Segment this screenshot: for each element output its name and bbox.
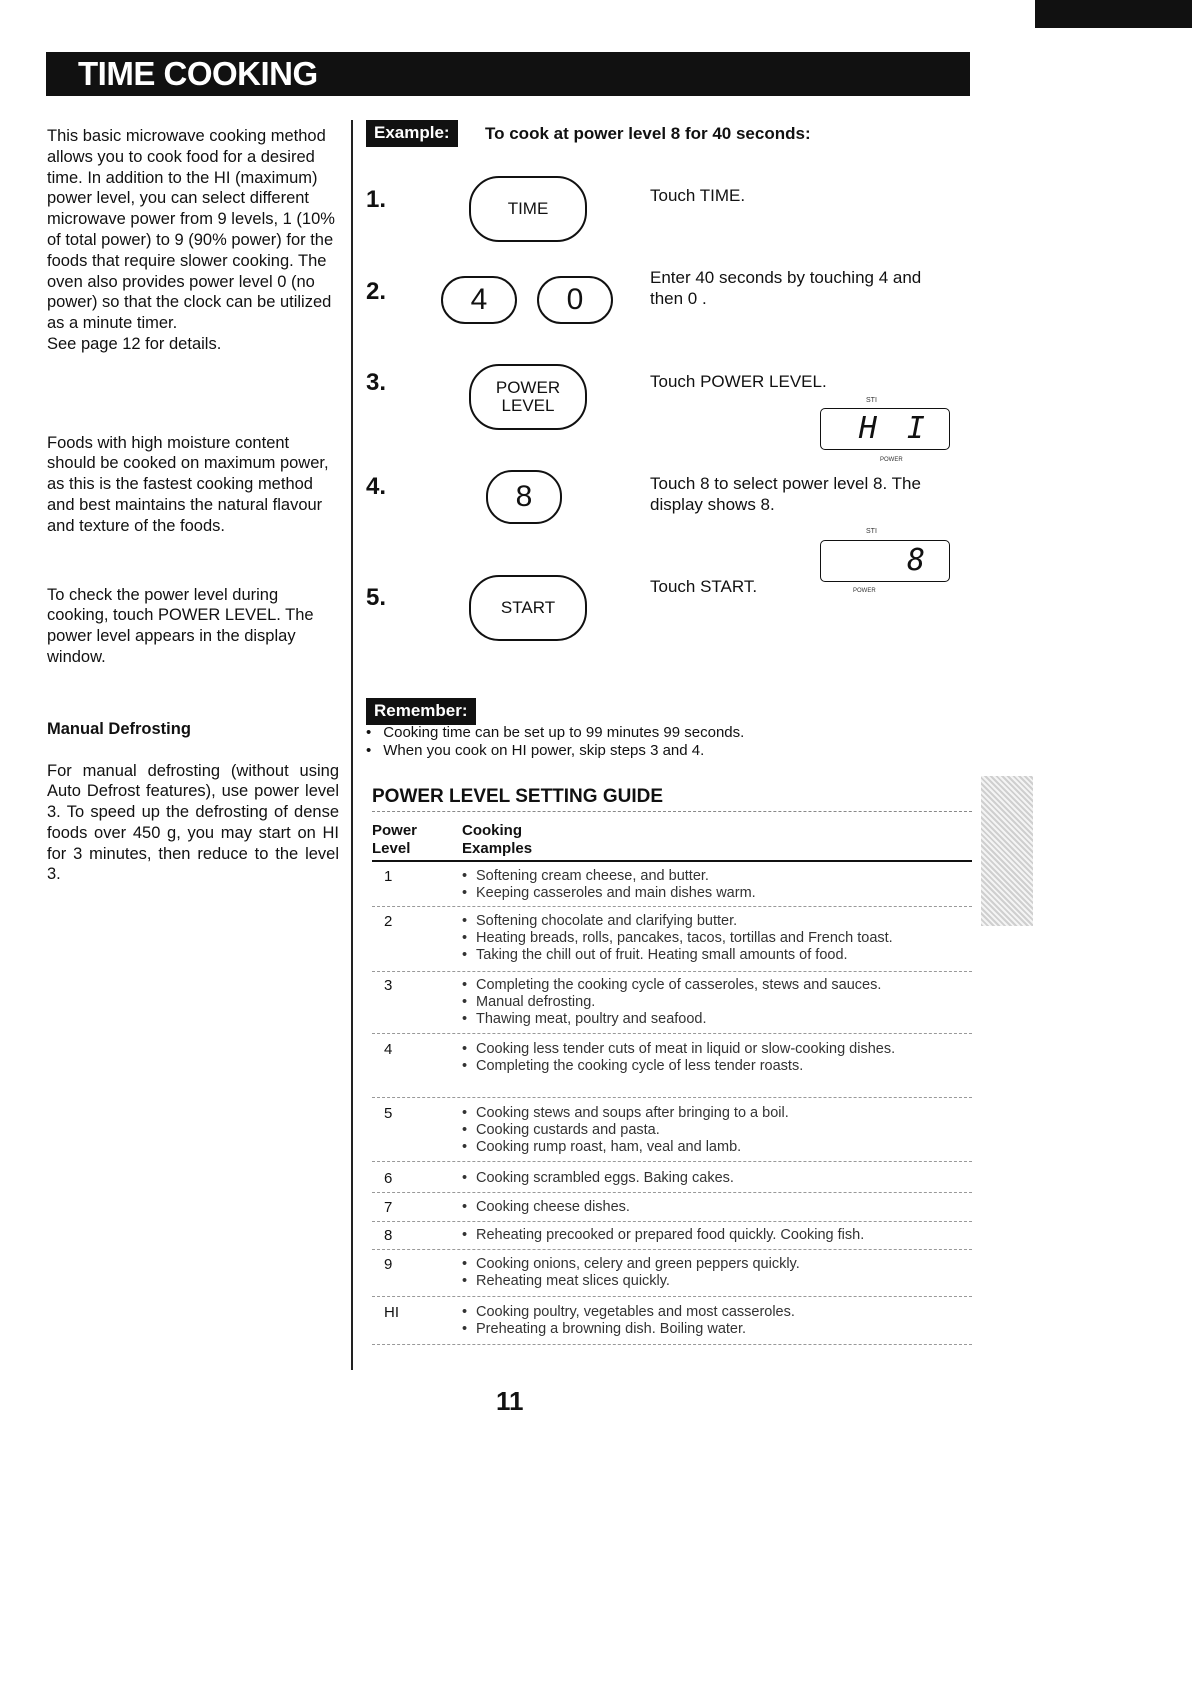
cooking-example-item: • Heating breads, rolls, pancakes, tacos, tortillas and French toast.: [462, 930, 972, 947]
display-1-top-label: STI: [866, 397, 877, 404]
cooking-example-item: • Cooking onions, celery and green peppers quickly.: [462, 1256, 972, 1273]
cooking-example-item: • Taking the chill out of fruit. Heating small amounts of food.: [462, 947, 972, 964]
title-banner: [46, 52, 970, 96]
cooking-example-item: • Reheating precooked or prepared food quickly. Cooking fish.: [462, 1227, 972, 1244]
table-row: [372, 1256, 972, 1297]
guide-title-rule: [372, 811, 972, 812]
example-tag: Example:: [366, 120, 458, 147]
display-hi-value: H I: [858, 411, 931, 446]
table-row: [372, 1199, 972, 1222]
side-tab-marker: [981, 776, 1033, 926]
cooking-example-item: • Softening chocolate and clarifying butter.: [462, 913, 972, 930]
header-power: Power: [372, 822, 418, 839]
check-paragraph: To check the power level during cooking, touch POWER LEVEL. The power level appears in the display window.: [47, 585, 314, 666]
cooking-example-item: • Cooking less tender cuts of meat in liquid or slow-cooking dishes.: [462, 1041, 972, 1058]
step-3-number: 3.: [366, 369, 387, 396]
page-title: TIME COOKING: [78, 55, 318, 92]
cooking-example-item: • Cooking cheese dishes.: [462, 1199, 972, 1216]
cooking-examples-cell: [462, 1041, 972, 1075]
cooking-examples-cell: [462, 1199, 972, 1216]
remember-list: [366, 724, 744, 759]
cooking-examples-cell: [462, 1170, 972, 1187]
header-rule: [372, 860, 972, 862]
digit-4-key: 4: [441, 276, 517, 324]
display-2-top-label: STI: [866, 528, 877, 535]
digit-8-key: 8: [486, 470, 562, 524]
display-1-bottom-label: POWER: [880, 457, 903, 463]
table-row: [372, 977, 972, 1034]
power-level-cell: 6: [384, 1170, 393, 1187]
cooking-examples-cell: [462, 868, 972, 902]
cooking-example-item: • Cooking custards and pasta.: [462, 1122, 972, 1139]
cooking-examples-cell: [462, 1304, 972, 1338]
remember-item: • When you cook on HI power, skip steps 3 and 4.: [366, 742, 744, 760]
table-row: [372, 1304, 972, 1345]
remember-item: • Cooking time can be set up to 99 minutes 99 seconds.: [366, 724, 744, 742]
cooking-examples-cell: [462, 1105, 972, 1156]
step-4-number: 4.: [366, 473, 387, 500]
header-examples: Examples: [462, 840, 533, 857]
cooking-examples-cell: [462, 1256, 972, 1290]
cooking-example-item: • Completing the cooking cycle of less tender roasts.: [462, 1058, 972, 1075]
table-row: [372, 913, 972, 972]
manual-defrost-paragraph: For manual defrosting (without using Auto Defrost features), use power level 3. To speed up the defrosting of dense foods over 450 g, you may start on HI for 3 minutes, then reduce to the level 3.: [47, 761, 339, 884]
power-key-line-2: LEVEL: [501, 396, 555, 415]
step-1-instruction: Touch TIME.: [650, 186, 746, 205]
cooking-examples-cell: [462, 913, 972, 964]
power-level-cell: 4: [384, 1041, 393, 1058]
cooking-example-item: • Manual defrosting.: [462, 994, 972, 1011]
table-row: [372, 1105, 972, 1162]
cooking-example-item: • Cooking rump roast, ham, veal and lamb.: [462, 1139, 972, 1156]
power-level-cell: 5: [384, 1105, 393, 1122]
digit-0-key: 0: [537, 276, 613, 324]
display-hi: [820, 408, 950, 450]
step-2-number: 2.: [366, 278, 387, 305]
step-5-number: 5.: [366, 584, 387, 611]
power-level-cell: 3: [384, 977, 393, 994]
time-key: TIME: [469, 176, 587, 242]
cooking-examples-cell: [462, 1227, 972, 1244]
page-number: 11: [496, 1386, 524, 1416]
table-row: [372, 1227, 972, 1250]
remember-tag: Remember:: [366, 698, 476, 725]
start-key: START: [469, 575, 587, 641]
step-3-instruction: Touch POWER LEVEL.: [650, 372, 827, 391]
power-level-key: [469, 364, 587, 430]
power-level-cell: 9: [384, 1256, 393, 1273]
cooking-example-item: • Completing the cooking cycle of casseroles, stews and sauces.: [462, 977, 972, 994]
power-key-line-1: POWER: [495, 378, 561, 397]
guide-title: POWER LEVEL SETTING GUIDE: [372, 786, 664, 807]
table-row: [372, 1041, 972, 1098]
intro-see-text: See page 12 for details.: [47, 334, 222, 353]
step-2-instruction: Enter 40 seconds by touching 4 and then 0 .: [650, 268, 922, 308]
cooking-example-item: • Preheating a browning dish. Boiling water.: [462, 1321, 972, 1338]
manual-defrost-heading: Manual Defrosting: [47, 719, 191, 738]
header-level: Level: [372, 840, 411, 857]
header-power-level: [372, 822, 417, 858]
table-row: [372, 868, 972, 907]
power-level-cell: 8: [384, 1227, 393, 1244]
cooking-example-item: • Cooking poultry, vegetables and most casseroles.: [462, 1304, 972, 1321]
cooking-example-item: • Keeping casseroles and main dishes warm.: [462, 885, 972, 902]
power-level-cell: HI: [384, 1304, 399, 1321]
cooking-examples-cell: [462, 977, 972, 1028]
display-2-bottom-label: POWER: [853, 588, 876, 594]
header-cooking: Cooking: [462, 822, 522, 839]
step-4-instruction: Touch 8 to select power level 8. The display shows 8.: [650, 474, 921, 514]
cooking-example-item: • Thawing meat, poultry and seafood.: [462, 1011, 972, 1028]
intro-text: This basic microwave cooking method allows you to cook food for a desired time. In addition to the HI (maximum) power level, you can select different microwave power from 9 levels, 1 (10% of total power) to 9 (90% power) for the foods that require slower cooking. The oven also provides power level 0 (no power) so that the clock can be utilized as a minute timer.: [47, 127, 335, 333]
table-row: [372, 1170, 972, 1193]
step-1-number: 1.: [366, 186, 387, 213]
cooking-example-item: • Softening cream cheese, and butter.: [462, 868, 972, 885]
corner-mark: [1035, 0, 1192, 28]
power-level-cell: 7: [384, 1199, 393, 1216]
power-level-cell: 2: [384, 913, 393, 930]
cooking-example-item: • Reheating meat slices quickly.: [462, 1273, 972, 1290]
column-divider: [351, 120, 353, 1370]
example-heading: To cook at power level 8 for 40 seconds:: [485, 124, 811, 143]
moisture-paragraph: Foods with high moisture content should be cooked on maximum power, as this is the fastest cooking method and best maintains the natural flavour and texture of the foods.: [47, 433, 329, 535]
intro-paragraph: [47, 126, 339, 355]
cooking-example-item: • Cooking scrambled eggs. Baking cakes.: [462, 1170, 972, 1187]
step-5-instruction: Touch START.: [650, 577, 758, 596]
power-level-cell: 1: [384, 868, 393, 885]
header-cooking-examples: [462, 822, 532, 858]
cooking-example-item: • Cooking stews and soups after bringing to a boil.: [462, 1105, 972, 1122]
display-8-value: 8: [906, 543, 931, 578]
